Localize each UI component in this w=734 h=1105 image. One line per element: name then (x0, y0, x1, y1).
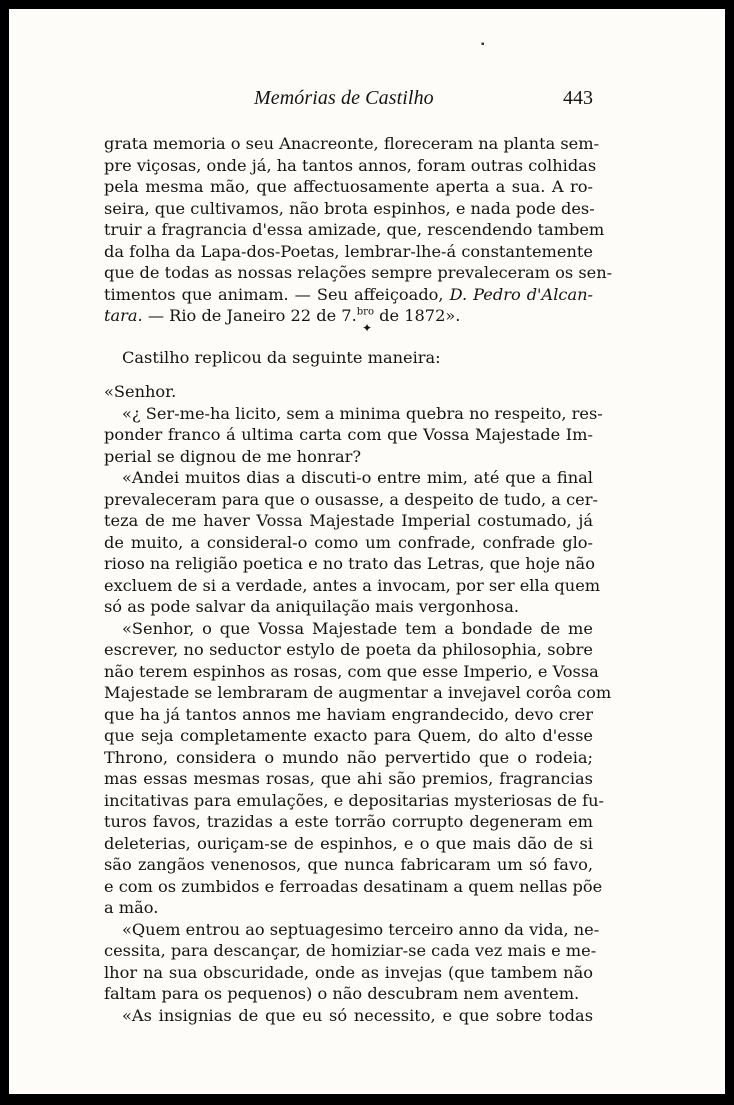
text-line: perial se dignou de me honrar? (104, 446, 362, 466)
text-line: prevaleceram para que o ousasse, a despeito de tudo, a cer- (104, 489, 598, 509)
running-title: Memórias de Castilho (254, 87, 434, 109)
text-line: Throno, considera o mundo não pervertido que o rodeia; (104, 747, 593, 767)
text-line: lhor na sua obscuridade, onde as invejas (que tambem não (104, 962, 593, 982)
page-header (104, 87, 593, 115)
text-line: pela mesma mão, que affectuosamente aperta a sua. A ro- (104, 177, 593, 196)
text-line: pre viçosas, onde já, ha tantos annos, foram outras colhidas (104, 155, 597, 175)
page-number: 443 (563, 87, 593, 109)
text-line: e com os zumbidos e ferroadas desatinam a quem nellas põe (104, 876, 603, 896)
text-line: grata memoria o seu Anacreonte, floreceram na planta sem- (104, 134, 600, 153)
text-line: «Senhor, o que Vossa Majestade tem a bondade de me (122, 618, 593, 638)
salutation: «Senhor. (104, 382, 177, 401)
text-line: «As insignias de que eu só necessito, e que sobre todas (122, 1005, 593, 1025)
text-line: a mão. (104, 898, 159, 917)
reply-letter (104, 381, 612, 1026)
text-line: teza de me haver Vossa Majestade Imperial costumado, já (104, 511, 593, 530)
text-line: truir a fragrancia d'essa amizade, que, rescendendo tambem (104, 220, 605, 239)
section-ornament: ✦ (361, 321, 373, 335)
text-line: escrever, no seductor estylo de poeta da philosophia, sobre (104, 640, 593, 659)
letter-continuation (104, 133, 613, 327)
text-line: que ha já tantos annos me haviam engrandecido, devo crer (104, 704, 593, 724)
closing-text: timentos que animam. — Seu affeiçoado, (104, 284, 444, 304)
text-line: «¿ Ser-me-ha licito, sem a minima quebra no respeito, res- (122, 403, 603, 423)
print-speck: ▪ (481, 39, 485, 50)
text-line: que de todas as nossas relações sempre prevaleceram os sen- (104, 263, 613, 282)
text-line-signature (104, 284, 593, 306)
date-prefix: — Rio de Janeiro 22 de 7. (142, 306, 357, 325)
text-line: rioso na religião poetica e no trato das Letras, que hoje não (104, 554, 595, 573)
text-line: seira, que cultivamos, não brota espinhos, e nada pode des- (104, 198, 595, 218)
text-line: Castilho replicou da seguinte maneira: (122, 348, 441, 367)
text-line: incitativas para emulações, e depositarias mysteriosas de fu- (104, 790, 605, 810)
date-superscript: bro (356, 306, 374, 318)
text-line: são zangãos venenosos, que nunca fabricaram um só favo, (104, 855, 593, 874)
text-line: faltam para os pequenos) o não descubram nem aventem. (104, 984, 580, 1003)
text-line: Majestade se lembraram de augmentar a invejavel corôa com (104, 683, 612, 702)
text-line: deleterias, ouriçam-se de espinhos, e o que mais dão de si (104, 833, 593, 853)
text-line: da folha da Lapa-dos-Poetas, lembrar-lhe-á constantemente (104, 241, 593, 261)
signature-name-end: tara. (104, 306, 143, 325)
text-line: não terem espinhos as rosas, com que esse Imperio, e Vossa (104, 661, 599, 681)
date-suffix: de 1872». (373, 306, 461, 325)
text-line: «Quem entrou ao septuagesimo terceiro anno da vida, ne- (122, 919, 600, 939)
book-page (9, 9, 725, 1094)
text-line: de muito, a consideral-o como um confrade, confrade glo- (104, 532, 593, 552)
text-line: turos favos, trazidas a este torrão corrupto degeneram em (104, 812, 593, 831)
text-line: ponder franco á ultima carta com que Vossa Majestade Im- (104, 425, 593, 444)
text-line: cessita, para descançar, de homiziar-se cada vez mais e me- (104, 941, 597, 960)
signature-name: D. Pedro d'Alcan- (449, 284, 593, 304)
text-line: excluem de si a verdade, antes a invocam, por ser ella quem (104, 575, 601, 595)
text-line: que seja completamente exacto para Quem, do alto d'esse (104, 726, 593, 745)
reply-intro (104, 347, 593, 369)
text-line: «Andei muitos dias a discuti-o entre mim, até que a final (122, 468, 593, 487)
text-line: mas essas mesmas rosas, que ahi são premios, fragrancias (104, 769, 593, 788)
text-line: só as pode salvar da aniquilação mais vergonhosa. (104, 597, 520, 616)
